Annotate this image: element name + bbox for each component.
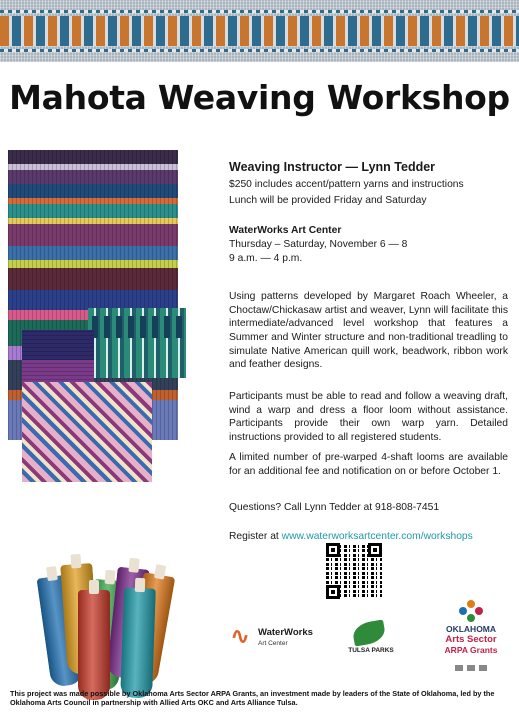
workshop-dates: Thursday – Saturday, November 6 — 8 [229,239,408,251]
yarn-cone [78,590,110,700]
leaf-icon [351,619,386,646]
partner-marks [442,658,500,666]
yarn-cone [120,587,156,698]
qr-code[interactable] [326,543,382,599]
register-prefix: Register at [229,531,279,543]
weaving-sample-teal [88,308,186,378]
waterworks-logo-subtext: Art Center [258,640,288,647]
description-paragraph-3: A limited number of pre-warped 4-shaft looms are available for an additional fee and notification on or before October 1. [229,452,508,477]
waterworks-logo-text: WaterWorks [258,627,313,638]
venue-name: WaterWorks Art Center [229,225,342,237]
tulsa-parks-logo [343,620,399,660]
waterworks-mark-icon: ∿ [230,622,251,650]
instructor-heading: Weaving Instructor — Lynn Tedder [229,159,436,174]
woven-banner-image [0,0,519,62]
oklahoma-text: OKLAHOMA [445,624,497,634]
lunch-line: Lunch will be provided Friday and Saturday [229,195,427,207]
description-paragraph-1: Using patterns developed by Margaret Roach Wheeler, a Choctaw/Chickasaw artist and weaver, Lynn will facilitate this intermediate/advanced level workshop that features a Summer and Winter structure and non-traditional treadling to simulate Native American quill work, beadwork, ribbon work and feather designs. [229,291,508,371]
register-link[interactable]: www.waterworksartcenter.com/workshops [281,531,473,543]
page-title: Mahota Weaving Workshop [9,78,510,117]
arts-sector-text: Arts Sector [445,634,497,645]
price-line: $250 includes accent/pattern yarns and instructions [229,179,464,191]
workshop-hours: 9 a.m. — 4 p.m. [229,253,303,265]
questions-line: Questions? Call Lynn Tedder at 918-808-7451 [229,502,440,514]
waterworks-logo [230,622,326,656]
funding-footer: This project was made possible by Oklahoma Arts Sector ARPA Grants, an investment made by leaders of the State of Oklahoma, led by the Oklahoma Arts Council in partnership with Allied Arts OKC and Arts Alliance Tulsa. [10,689,495,707]
description-paragraph-2: Participants must be able to read and follow a weaving draft, wind a warp and dress a floor loom without assistance. Participants provide their own warp yarn. Detailed instructions provided to all registered students. [229,391,508,444]
oklahoma-arts-logo [430,600,512,680]
oklahoma-mark-icon [459,600,483,622]
weaving-sample-pink [22,382,152,482]
tulsa-parks-text: TULSA PARKS [348,647,394,654]
arpa-grants-text: ARPA Grants [444,645,498,655]
register-line [229,530,508,544]
